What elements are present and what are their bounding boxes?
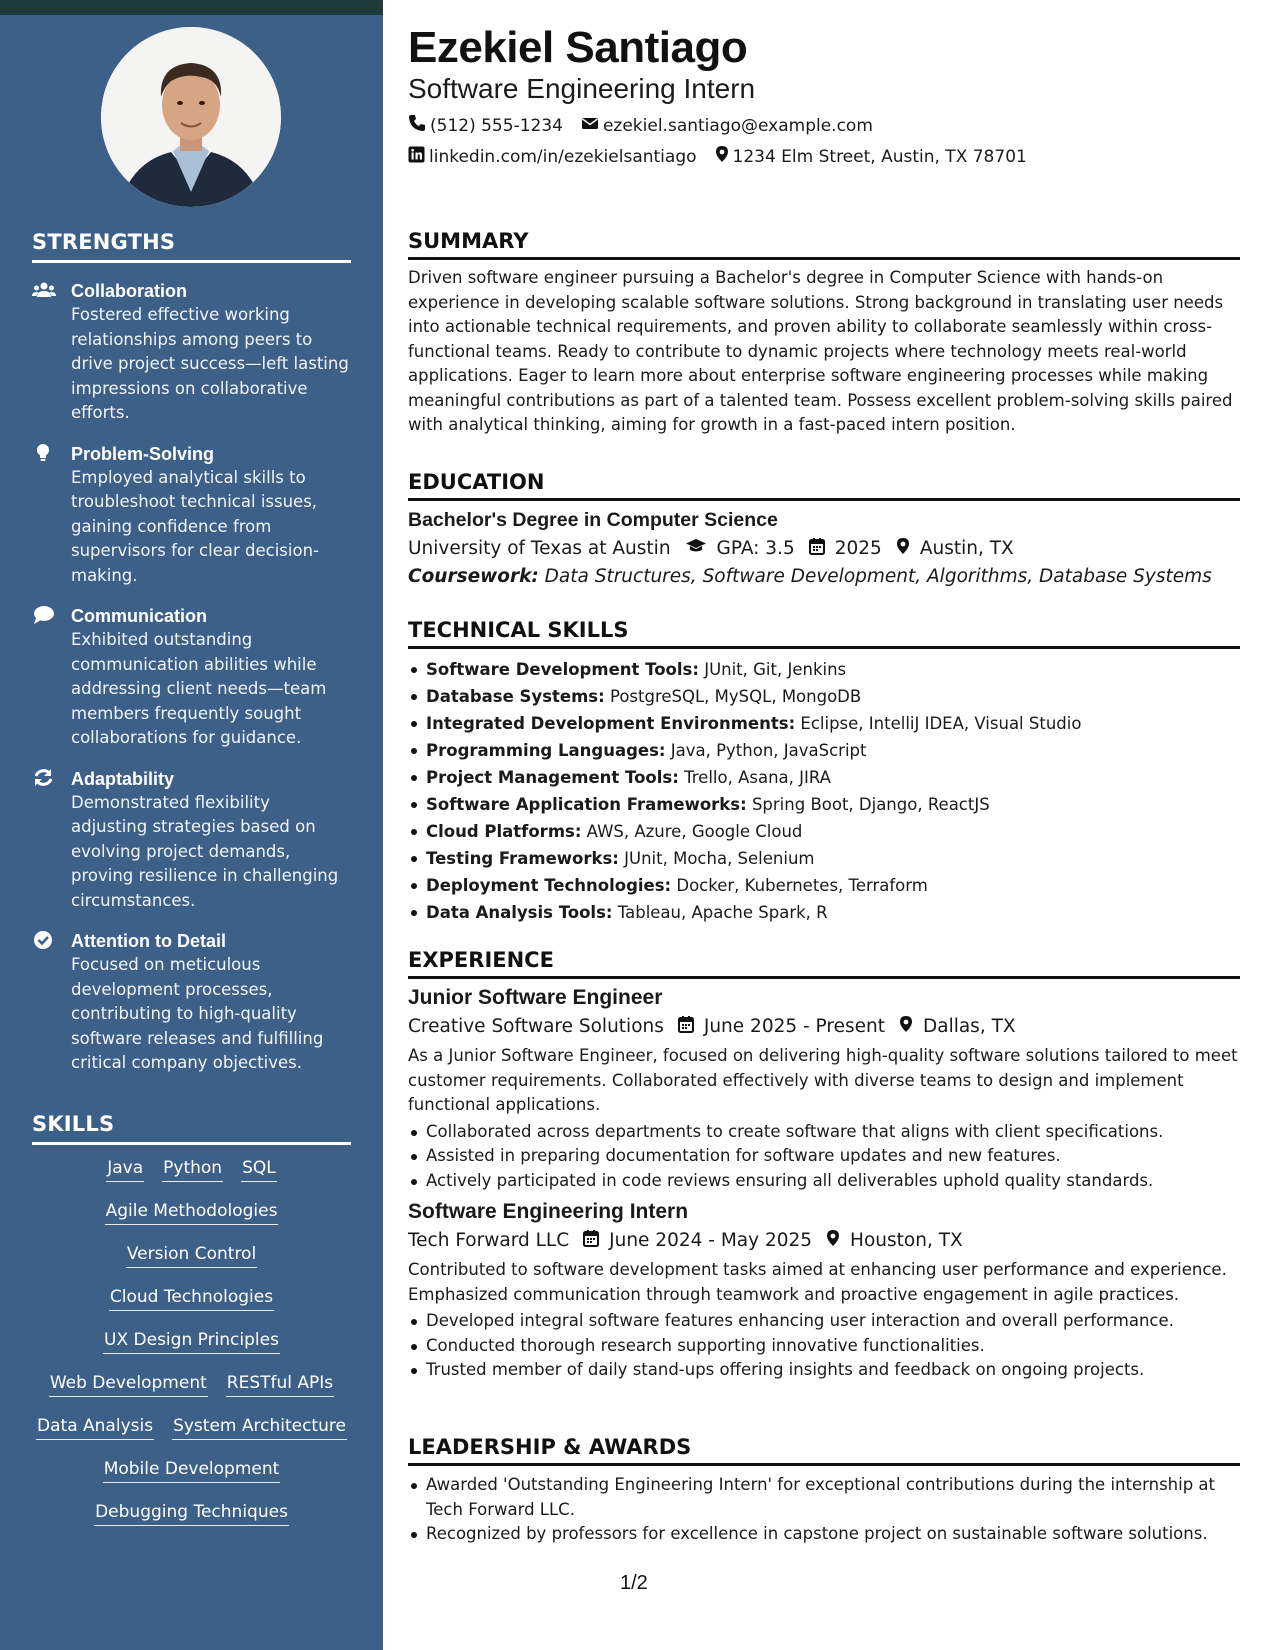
job-location: Houston, TX — [850, 1230, 963, 1251]
job-summary: As a Junior Software Engineer, focused on delivering high-quality software solutions tailored to meet customer requirements. Collaborated effectively with diverse teams to design and implement functional applications. — [408, 1046, 1238, 1114]
skill-tag: Cloud Technologies — [109, 1286, 274, 1311]
skill-values: PostgreSQL, MySQL, MongoDB — [604, 687, 862, 706]
skill-tag: Version Control — [126, 1243, 257, 1268]
skill-category: Database Systems: — [426, 687, 605, 706]
leadership-section — [408, 1435, 1240, 1547]
strength-item — [32, 767, 351, 914]
education-meta — [408, 537, 1240, 560]
summary-section — [408, 229, 1240, 438]
strength-title: Adaptability — [71, 768, 175, 789]
education-section — [408, 470, 1240, 587]
school-location: Austin, TX — [919, 538, 1014, 559]
linkedin-contact[interactable] — [408, 146, 697, 168]
phone-contact — [408, 114, 563, 137]
envelope-icon — [581, 115, 603, 136]
skill-tag: SQL — [241, 1157, 277, 1182]
job-entry — [408, 986, 1240, 1193]
list-item — [408, 899, 1240, 926]
skill-tag: Java — [106, 1157, 144, 1182]
job-title: Junior Software Engineer — [408, 986, 663, 1009]
strength-title: Problem-Solving — [71, 443, 215, 464]
skill-tag: Debugging Techniques — [94, 1501, 289, 1526]
strength-description: Fostered effective working relationships among peers to drive project success—left lasting impressions on collaborative efforts. — [71, 305, 349, 422]
contact-line-2 — [408, 145, 1045, 168]
list-item — [408, 845, 1240, 872]
list-item: Awarded 'Outstanding Engineering Intern' for exceptional contributions during the internship at Tech Forward LLC. — [408, 1473, 1240, 1522]
job-bullets — [408, 1309, 1240, 1383]
list-item: Collaborated across departments to create software that aligns with client specifications. — [408, 1120, 1240, 1145]
coursework-label: Coursework: — [408, 566, 539, 587]
skill-values: Eclipse, IntelliJ IDEA, Visual Studio — [795, 714, 1082, 733]
leadership-heading: LEADERSHIP & AWARDS — [408, 1435, 1240, 1466]
location-item — [826, 1229, 963, 1252]
company-name: Tech Forward LLC — [408, 1230, 570, 1251]
profile-photo — [101, 27, 281, 207]
candidate-role: Software Engineering Intern — [408, 73, 756, 104]
experience-section — [408, 948, 1240, 1383]
summary-heading: SUMMARY — [408, 229, 1240, 260]
company-name: Creative Software Solutions — [408, 1016, 664, 1037]
education-heading: EDUCATION — [408, 470, 1240, 501]
map-pin-icon — [826, 1229, 850, 1252]
phone-icon — [408, 114, 430, 137]
list-item: Trusted member of daily stand-ups offering insights and feedback on ongoing projects. — [408, 1358, 1240, 1383]
candidate-name: Ezekiel Santiago — [408, 23, 748, 72]
strength-title: Attention to Detail — [71, 931, 226, 951]
coursework-line — [408, 566, 1240, 587]
sidebar-top-band — [0, 0, 383, 15]
coursework-list: Data Structures, Software Development, Algorithms, Database Systems — [538, 566, 1212, 587]
list-item — [408, 764, 1240, 791]
strengths-heading: STRENGTHS — [32, 230, 351, 263]
skill-category: Data Analysis Tools: — [426, 903, 613, 922]
job-meta — [408, 1229, 1240, 1252]
strength-description: Demonstrated flexibility adjusting strategies based on evolving project demands, proving resilience in challenging circumstances. — [71, 792, 339, 910]
skills-list — [32, 1157, 351, 1526]
address-contact — [715, 145, 1027, 168]
calendar-icon — [678, 1015, 704, 1038]
list-item: Conducted thorough research supporting innovative functionalities. — [408, 1334, 1240, 1359]
linkedin-icon — [408, 146, 429, 168]
skill-tag: Python — [162, 1157, 223, 1182]
skill-category: Cloud Platforms: — [426, 822, 582, 841]
list-item — [408, 683, 1240, 710]
graduation-year: 2025 — [834, 538, 882, 559]
job-location: Dallas, TX — [922, 1016, 1016, 1037]
list-item — [408, 818, 1240, 845]
skill-tag: System Architecture — [172, 1415, 347, 1440]
technical-skills-heading: TECHNICAL SKILLS — [408, 618, 1240, 649]
graduation-cap-icon — [685, 538, 717, 559]
skills-section — [32, 1112, 351, 1544]
list-item — [408, 656, 1240, 683]
summary-text: Driven software engineer pursuing a Bachelor's degree in Computer Science with hands-on experience in developing scalable software solutions. Strong background in translating user needs into actionable technical requirements, and proven ability to collaborate seamlessly within cross-functional teams. Ready to contribute to dynamic projects where technology meets real-world applications. Eager to learn more about enterprise software engineering processes while making meaningful contributions as part of a talented team. Possess excellent problem-solving skills paired with analytical thinking, aiming for growth in a fast-paced intern position. — [408, 268, 1233, 434]
degree-title: Bachelor's Degree in Computer Science — [408, 509, 778, 531]
list-item: Recognized by professors for excellence in capstone project on sustainable software solutions. — [408, 1522, 1240, 1547]
strength-item — [32, 279, 351, 426]
phone-text: (512) 555-1234 — [430, 115, 563, 136]
list-item — [408, 791, 1240, 818]
skill-tag: RESTful APIs — [226, 1372, 334, 1397]
list-item: Assisted in preparing documentation for software updates and new features. — [408, 1144, 1240, 1169]
technical-skills-list — [408, 656, 1240, 926]
refresh-icon — [32, 768, 56, 788]
strength-description: Focused on meticulous development processes, contributing to high-quality software releases and fulfilling critical company objectives. — [71, 955, 324, 1072]
job-summary: Contributed to software development tasks aimed at enhancing user performance and experience. Emphasized communication through teamwork and proactive engagement in agile practices. — [408, 1260, 1227, 1304]
skill-category: Project Management Tools: — [426, 768, 679, 787]
dates-item — [583, 1229, 812, 1252]
map-pin-icon — [899, 1015, 923, 1038]
skill-values: Tableau, Apache Spark, R — [612, 903, 828, 922]
job-dates: June 2025 - Present — [703, 1016, 885, 1037]
skill-tag: UX Design Principles — [103, 1329, 280, 1354]
strength-description: Exhibited outstanding communication abilities while addressing client needs—team members frequently sought collaborations for guidance. — [71, 630, 327, 747]
skills-heading: SKILLS — [32, 1112, 351, 1145]
leadership-list — [408, 1473, 1240, 1547]
email-link[interactable]: ezekiel.santiago@example.com — [602, 115, 873, 136]
job-dates: June 2024 - May 2025 — [609, 1230, 813, 1251]
technical-skills-section — [408, 618, 1240, 926]
gpa-item — [685, 538, 795, 559]
calendar-icon — [809, 537, 835, 560]
skill-category: Testing Frameworks: — [426, 849, 619, 868]
address-text: 1234 Elm Street, Austin, TX 78701 — [732, 146, 1027, 167]
school-name: University of Texas at Austin — [408, 538, 671, 559]
list-item: Actively participated in code reviews ensuring all deliverables uphold quality standards. — [408, 1169, 1240, 1194]
skill-tag: Agile Methodologies — [105, 1200, 279, 1225]
skill-values: JUnit, Mocha, Selenium — [618, 849, 815, 868]
job-bullets — [408, 1120, 1240, 1194]
speech-bubble-icon — [32, 605, 56, 625]
list-item — [408, 710, 1240, 737]
skill-values: Spring Boot, Django, ReactJS — [746, 795, 990, 814]
location-item — [899, 1015, 1016, 1038]
lightbulb-icon — [32, 443, 56, 463]
list-item: Developed integral software features enhancing user interaction and overall performance. — [408, 1309, 1240, 1334]
strengths-section — [32, 230, 351, 1076]
skill-category: Integrated Development Environments: — [426, 714, 796, 733]
strength-item — [32, 929, 351, 1076]
skill-values: AWS, Azure, Google Cloud — [581, 822, 803, 841]
map-pin-icon — [896, 537, 920, 560]
contact-line-1 — [408, 114, 891, 137]
linkedin-link[interactable]: linkedin.com/in/ezekielsantiago — [429, 146, 697, 167]
job-meta — [408, 1015, 1240, 1038]
check-circle-icon — [32, 930, 56, 950]
skill-values: Trello, Asana, JIRA — [678, 768, 831, 787]
strength-title: Communication — [71, 606, 208, 626]
skill-values: Java, Python, JavaScript — [665, 741, 867, 760]
list-item — [408, 737, 1240, 764]
strength-description: Employed analytical skills to troubleshoot technical issues, gaining confidence from supervisors for clear decision-making. — [71, 467, 319, 585]
page-number: 1/2 — [620, 1572, 648, 1594]
skill-values: Docker, Kubernetes, Terraform — [671, 876, 928, 895]
skill-values: JUnit, Git, Jenkins — [698, 660, 847, 679]
job-entry — [408, 1200, 1240, 1383]
experience-heading: EXPERIENCE — [408, 948, 1240, 979]
strength-item — [32, 442, 351, 589]
skill-tag: Data Analysis — [36, 1415, 154, 1440]
skill-category: Deployment Technologies: — [426, 876, 672, 895]
map-pin-icon — [715, 145, 733, 168]
skill-tag: Web Development — [49, 1372, 208, 1397]
calendar-icon — [583, 1229, 609, 1252]
strength-title: Collaboration — [71, 281, 187, 301]
skill-category: Programming Languages: — [426, 741, 666, 760]
year-item — [809, 537, 882, 560]
skill-category: Software Application Frameworks: — [426, 795, 747, 814]
email-contact[interactable] — [581, 115, 873, 136]
list-item — [408, 872, 1240, 899]
skill-tag: Mobile Development — [103, 1458, 281, 1483]
sidebar — [0, 0, 383, 1650]
skill-category: Software Development Tools: — [426, 660, 699, 679]
dates-item — [678, 1015, 885, 1038]
location-item — [896, 537, 1014, 560]
users-icon — [32, 280, 56, 300]
job-title: Software Engineering Intern — [408, 1200, 689, 1223]
strength-item — [32, 604, 351, 751]
gpa-text: GPA: 3.5 — [716, 538, 795, 559]
